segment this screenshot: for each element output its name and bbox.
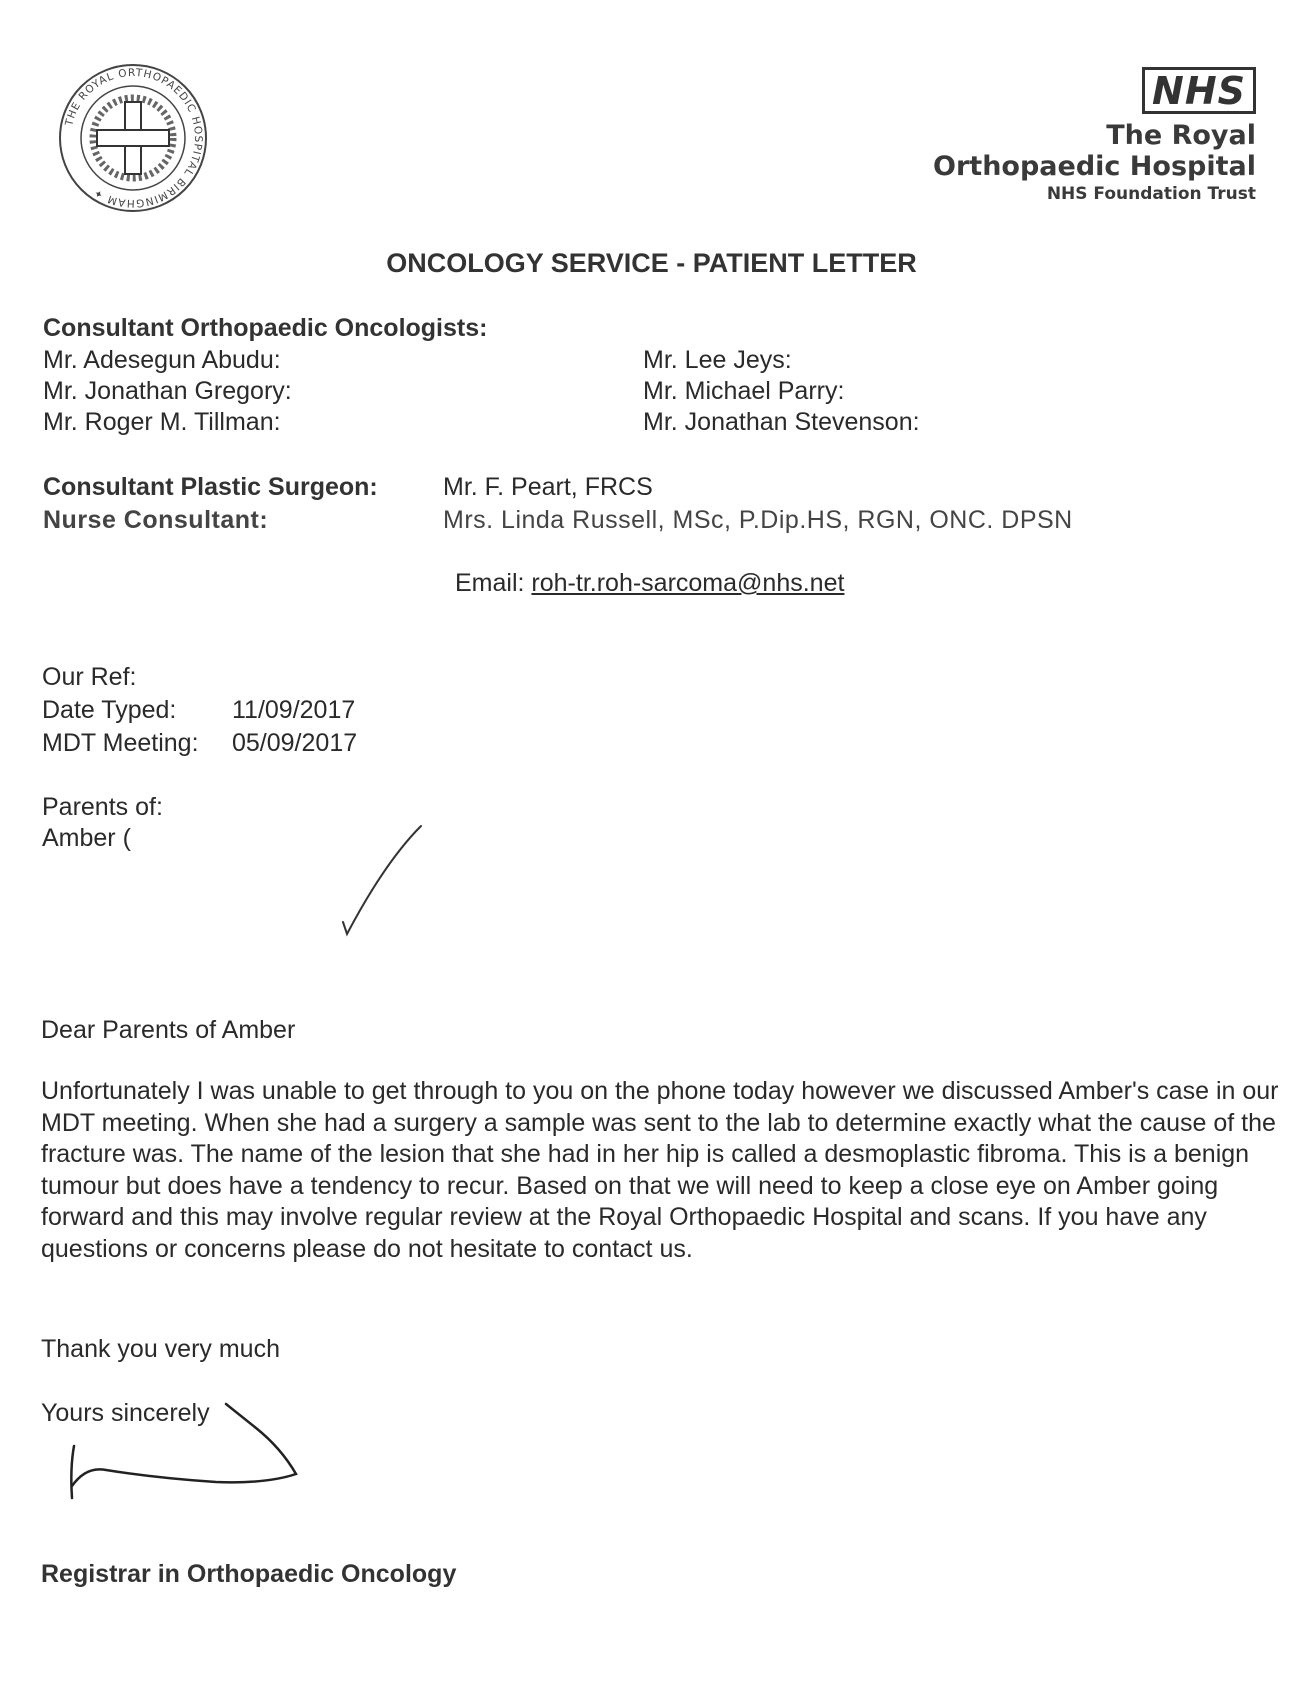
thanks-line: Thank you very much bbox=[41, 1335, 280, 1363]
mdt-meeting-value: 05/09/2017 bbox=[232, 729, 358, 757]
hospital-seal-icon bbox=[57, 62, 209, 214]
email-line bbox=[455, 568, 844, 599]
letter-title: ONCOLOGY SERVICE - PATIENT LETTER bbox=[386, 248, 917, 278]
nhs-logo: NHS bbox=[1142, 67, 1256, 114]
trust-name-line-2: Orthopaedic Hospital bbox=[933, 151, 1256, 182]
salutation: Dear Parents of Amber bbox=[41, 1016, 296, 1044]
consultants-heading: Consultant Orthopaedic Oncologists: bbox=[43, 314, 488, 342]
date-typed-value: 11/09/2017 bbox=[232, 696, 356, 724]
plastic-surgeon-label: Consultant Plastic Surgeon: bbox=[43, 473, 378, 501]
svg-text:THE ROYAL ORTHOPAEDIC HOSPITAL: THE ROYAL ORTHOPAEDIC HOSPITAL BIRMINGHAM ✦ bbox=[63, 66, 205, 210]
consultant-jeys: Mr. Lee Jeys: bbox=[643, 346, 792, 374]
plastic-surgeon-name: Mr. F. Peart, FRCS bbox=[443, 473, 653, 501]
consultant-gregory: Mr. Jonathan Gregory: bbox=[43, 377, 292, 405]
address-line-2: Amber ( bbox=[42, 824, 131, 852]
tick-mark-icon bbox=[335, 822, 435, 942]
our-ref-label: Our Ref: bbox=[42, 663, 137, 691]
signer-role: Registrar in Orthopaedic Oncology bbox=[41, 1560, 457, 1588]
nurse-consultant-label: Nurse Consultant: bbox=[43, 506, 269, 534]
trust-subtitle: NHS Foundation Trust bbox=[1046, 184, 1256, 204]
consultant-parry: Mr. Michael Parry: bbox=[643, 377, 845, 405]
mdt-meeting-label: MDT Meeting: bbox=[42, 729, 199, 757]
trust-name-line-1: The Royal bbox=[1106, 120, 1256, 151]
handwritten-signature bbox=[66, 1398, 306, 1508]
email-link[interactable]: roh-tr.roh-sarcoma@nhs.net bbox=[531, 569, 845, 597]
trust-logo bbox=[926, 67, 1256, 206]
address-line-1: Parents of: bbox=[42, 793, 163, 821]
consultant-tillman: Mr. Roger M. Tillman: bbox=[43, 408, 281, 436]
email-label: Email: bbox=[455, 569, 525, 597]
closing-line: Yours sincerely bbox=[41, 1399, 210, 1427]
letter-body: Unfortunately I was unable to get through to you on the phone today however we discussed Amber's case in our MDT meeting. When she had a surgery a sample was sent to the lab to determine exactly what the cause of the fracture was. The name of the lesion that she had in her hip is called a desmoplastic fibroma. This is a benign tumour but does have a tendency to recur. Based on that we will need to keep a close eye on Amber going forward and this may involve regular review at the Royal Orthopaedic Hospital and scans. If you have any questions or concerns please do not hesitate to contact us. bbox=[41, 1077, 1279, 1263]
nurse-consultant-name: Mrs. Linda Russell, MSc, P.Dip.HS, RGN, ONC. DPSN bbox=[443, 506, 1073, 534]
consultant-stevenson: Mr. Jonathan Stevenson: bbox=[643, 408, 920, 436]
date-typed-label: Date Typed: bbox=[42, 696, 177, 724]
consultant-abudu: Mr. Adesegun Abudu: bbox=[43, 346, 281, 374]
